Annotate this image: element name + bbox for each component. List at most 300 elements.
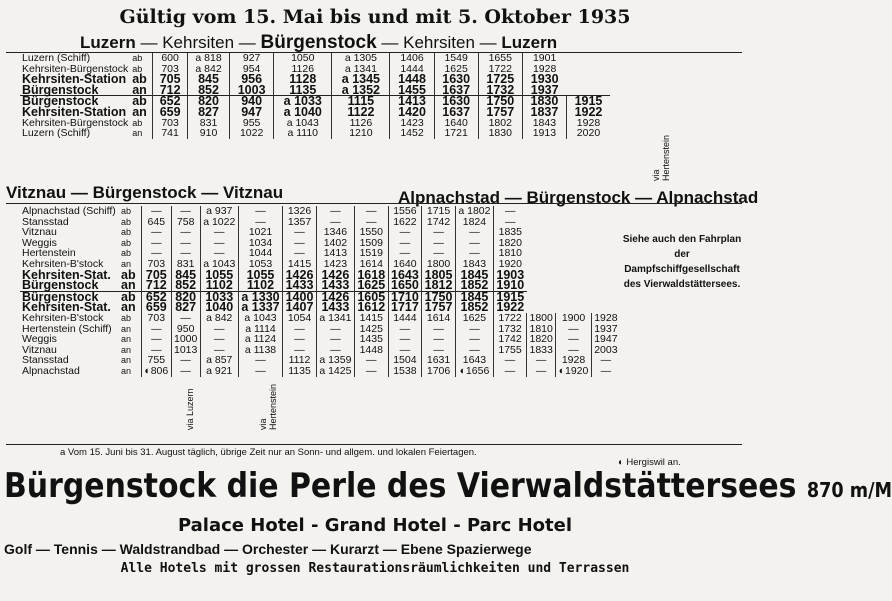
- validity-heading: Gültig vom 15. Mai bis und mit 5. Oktober 1935: [119, 6, 631, 28]
- time-cell: a 1341: [332, 64, 390, 75]
- hotel-name: Grand Hotel: [324, 515, 447, 536]
- time-cell: 1631: [422, 355, 456, 366]
- time-cell: 927: [230, 53, 274, 64]
- time-cell: 955: [230, 118, 274, 129]
- route-vitznau-heading: Vitznau — Bürgenstock — Vitznau: [6, 183, 284, 202]
- time-cell: 1800: [527, 313, 556, 324]
- time-cell: 1413: [390, 96, 434, 107]
- time-cell: 1845: [455, 291, 493, 302]
- time-cell: a 842: [188, 64, 230, 75]
- time-cell: 1448: [390, 74, 434, 85]
- time-cell: 1112: [283, 355, 317, 366]
- timetable-row: [20, 238, 620, 249]
- time-cell: 1630: [434, 96, 478, 107]
- time-cell: 820: [171, 291, 200, 302]
- time-cell: a 1022: [200, 217, 238, 228]
- time-cell: 1538: [388, 366, 422, 377]
- time-cell: a 1425: [316, 366, 354, 377]
- time-cell: 2020: [566, 128, 610, 139]
- direction: ab: [132, 53, 143, 63]
- rule: [6, 444, 742, 445]
- time-cell: 1054: [283, 313, 317, 324]
- time-cell: 1937: [522, 85, 566, 96]
- time-cell: 1444: [390, 64, 434, 75]
- time-cell: 1346: [316, 227, 354, 238]
- timetable-row: [20, 217, 620, 228]
- time-cell: a 1352: [332, 85, 390, 96]
- time-cell: 1717: [388, 302, 422, 313]
- time-cell: 1044: [238, 248, 282, 259]
- time-cell: a 1341: [316, 313, 354, 324]
- time-cell: 1722: [478, 64, 522, 75]
- time-cell: 1810: [493, 248, 526, 259]
- station-name: Kehrsiten-Stat.: [22, 267, 111, 282]
- time-cell: —: [527, 366, 556, 377]
- direction: ab: [121, 312, 132, 323]
- time-cell: 845: [188, 74, 230, 85]
- time-cell: 1928: [556, 355, 592, 366]
- time-cell: 1128: [274, 74, 332, 85]
- time-cell: 600: [153, 53, 188, 64]
- time-cell: 712: [142, 280, 172, 291]
- time-cell: 1455: [390, 85, 434, 96]
- time-cell: 1757: [422, 302, 456, 313]
- time-cell: 1812: [422, 280, 456, 291]
- time-cell: 1357: [283, 217, 317, 228]
- activity: Orchester: [242, 541, 309, 557]
- time-cell: —: [142, 227, 172, 238]
- time-cell: 1549: [434, 53, 478, 64]
- time-cell: —: [238, 206, 282, 217]
- time-cell: a 1337: [238, 302, 282, 313]
- time-cell: —: [283, 227, 317, 238]
- time-cell: 1407: [283, 302, 317, 313]
- time-cell: 1805: [422, 270, 456, 281]
- time-cell: 1519: [354, 248, 388, 259]
- time-cell: a 937: [200, 206, 238, 217]
- time-cell: 1423: [316, 259, 354, 270]
- station-name: Bürgenstock: [20, 96, 130, 107]
- time-cell: —: [316, 345, 354, 356]
- time-cell: —: [238, 217, 282, 228]
- time-cell: —: [316, 217, 354, 228]
- alle-hotels-line: Alle Hotels mit grossen Restaurationsräumlichkeiten und Terrassen: [120, 561, 630, 576]
- time-cell: 1612: [354, 302, 388, 313]
- time-cell: —: [354, 206, 388, 217]
- time-cell: 1742: [493, 334, 526, 345]
- timetable-row: [20, 366, 620, 377]
- time-cell: —: [455, 227, 493, 238]
- time-cell: 1837: [522, 107, 566, 118]
- time-cell: 947: [230, 107, 274, 118]
- time-cell: 1614: [422, 313, 456, 324]
- via-hertenstein-label: via Hertenstein: [651, 134, 671, 181]
- headline: [4, 466, 892, 506]
- station-name: Alpnachstad: [22, 364, 80, 377]
- time-cell: 1947: [591, 334, 620, 345]
- station-name: Hertenstein (Schiff): [22, 322, 112, 335]
- route-stop: Kehrsiten: [403, 33, 475, 52]
- station-name: Bürgenstock: [20, 291, 119, 302]
- time-cell: a 1043: [200, 259, 238, 270]
- timetable-row: [20, 280, 620, 291]
- timetable-row: [20, 107, 610, 118]
- time-cell: 1915: [566, 96, 610, 107]
- direction: an: [132, 82, 147, 97]
- time-cell: a 1802: [455, 206, 493, 217]
- time-cell: —: [171, 366, 200, 377]
- time-cell: 950: [171, 324, 200, 335]
- time-cell: 659: [153, 107, 188, 118]
- time-cell: —: [388, 334, 422, 345]
- time-cell: 1433: [316, 302, 354, 313]
- station-name: Kehrsiten-Stat.: [22, 300, 111, 315]
- time-cell: 1910: [493, 280, 526, 291]
- direction: an: [121, 300, 136, 315]
- time-cell: 1643: [388, 270, 422, 281]
- time-cell: —: [422, 334, 456, 345]
- time-cell: 1937: [591, 324, 620, 335]
- time-cell: 1426: [316, 291, 354, 302]
- station-name: Kehrsiten-Station: [22, 72, 127, 87]
- time-cell: 1040: [200, 302, 238, 313]
- time-cell: 1637: [434, 107, 478, 118]
- time-cell: 1643: [455, 355, 493, 366]
- route-alpnach-heading: Alpnachstad — Bürgenstock — Alpnachstad: [398, 188, 759, 207]
- time-cell: 1625: [434, 64, 478, 75]
- time-cell: 1425: [354, 324, 388, 335]
- time-cell: 1102: [200, 280, 238, 291]
- direction: ab: [121, 248, 132, 259]
- time-cell: 652: [142, 291, 172, 302]
- station-name: Kehrsiten-Bürgenstock: [22, 116, 129, 129]
- time-cell: 1750: [478, 96, 522, 107]
- time-cell: 1033: [200, 291, 238, 302]
- time-cell: 1122: [332, 107, 390, 118]
- time-cell: —: [200, 238, 238, 249]
- time-cell: —: [527, 355, 556, 366]
- time-cell: 652: [153, 96, 188, 107]
- time-cell: a 1043: [274, 118, 332, 129]
- time-cell: 1640: [434, 118, 478, 129]
- station-name: Weggis: [22, 236, 57, 249]
- info-box: Siehe auch den Fahrplan der Dampfschiffgesellschaft des Vierwaldstättersees.: [622, 234, 742, 290]
- time-cell: a 1124: [238, 334, 282, 345]
- time-cell: 1928: [591, 313, 620, 324]
- time-cell: 1915: [493, 291, 526, 302]
- time-cell: 1922: [493, 302, 526, 313]
- time-cell: 1835: [493, 227, 526, 238]
- time-cell: 712: [153, 85, 188, 96]
- time-cell: 1415: [354, 313, 388, 324]
- time-cell: —: [142, 334, 172, 345]
- time-cell: 1732: [493, 324, 526, 335]
- time-cell: 1050: [274, 53, 332, 64]
- direction: ab: [132, 117, 143, 128]
- time-cell: —: [455, 324, 493, 335]
- route-stop: Luzern: [501, 33, 558, 52]
- time-cell: 1000: [171, 334, 200, 345]
- time-cell: —: [316, 206, 354, 217]
- station-name: Stansstad: [22, 215, 69, 228]
- time-cell: 1810: [527, 324, 556, 335]
- time-cell: —: [455, 345, 493, 356]
- direction: an: [121, 278, 136, 293]
- time-cell: —: [556, 324, 592, 335]
- direction: an: [121, 258, 132, 269]
- time-cell: —: [238, 366, 282, 377]
- time-cell: 1448: [354, 345, 388, 356]
- time-cell: 758: [171, 217, 200, 228]
- altitude: 870 m/M: [806, 478, 892, 502]
- time-cell: ◐1656: [455, 366, 493, 377]
- route-stop: Luzern: [80, 33, 136, 52]
- hotel-name: Parc Hotel: [466, 515, 573, 536]
- time-cell: —: [171, 227, 200, 238]
- time-cell: 1435: [354, 334, 388, 345]
- time-cell: 1843: [455, 259, 493, 270]
- time-cell: 1722: [493, 313, 526, 324]
- time-cell: ◐1920: [556, 366, 592, 377]
- time-cell: 1706: [422, 366, 456, 377]
- station-name: Bürgenstock: [22, 278, 99, 293]
- time-cell: a 1040: [274, 107, 332, 118]
- station-name: Luzern (Schiff): [22, 52, 91, 64]
- station-name: Kehrsiten-Bürgenstock: [22, 62, 129, 75]
- activity: Ebene Spazierwege: [400, 541, 532, 557]
- timetable-row: [20, 313, 620, 324]
- station-name: Kehrsiten-B'stock: [22, 311, 104, 324]
- time-cell: 703: [153, 118, 188, 129]
- time-cell: —: [171, 238, 200, 249]
- time-cell: 1452: [390, 128, 434, 139]
- time-cell: —: [142, 324, 172, 335]
- time-cell: 1622: [388, 217, 422, 228]
- time-cell: —: [388, 345, 422, 356]
- time-cell: —: [354, 366, 388, 377]
- time-cell: 910: [188, 128, 230, 139]
- time-cell: 1402: [316, 238, 354, 249]
- time-cell: —: [316, 324, 354, 335]
- time-cell: 1715: [422, 206, 456, 217]
- direction: ab: [121, 227, 132, 238]
- station-name: Kehrsiten-Station: [22, 104, 127, 119]
- time-cell: —: [200, 248, 238, 259]
- time-cell: 956: [230, 74, 274, 85]
- time-cell: 703: [142, 313, 172, 324]
- time-cell: —: [388, 238, 422, 249]
- direction: an: [121, 334, 132, 345]
- route-stop: Kehrsiten: [162, 33, 235, 52]
- time-cell: 1420: [390, 107, 434, 118]
- time-cell: 1802: [478, 118, 522, 129]
- time-cell: 1920: [493, 259, 526, 270]
- time-cell: —: [316, 334, 354, 345]
- time-cell: —: [171, 206, 200, 217]
- time-cell: 1725: [478, 74, 522, 85]
- timetable-row: [20, 270, 620, 281]
- time-cell: 1504: [388, 355, 422, 366]
- time-cell: 1618: [354, 270, 388, 281]
- time-cell: —: [200, 324, 238, 335]
- time-cell: 659: [142, 302, 172, 313]
- timetable-row: [20, 206, 620, 217]
- via-hertenstein-label-2: via Hertenstein: [258, 383, 278, 430]
- time-cell: 1928: [566, 118, 610, 129]
- time-cell: 703: [153, 64, 188, 75]
- time-cell: a 818: [188, 53, 230, 64]
- time-cell: 852: [171, 280, 200, 291]
- time-cell: 1833: [527, 345, 556, 356]
- time-cell: —: [283, 248, 317, 259]
- time-cell: —: [142, 238, 172, 249]
- time-cell: 1556: [388, 206, 422, 217]
- time-cell: a 921: [200, 366, 238, 377]
- time-cell: 1021: [238, 227, 282, 238]
- time-cell: —: [354, 217, 388, 228]
- time-cell: 1750: [422, 291, 456, 302]
- time-cell: 1614: [354, 259, 388, 270]
- time-cell: —: [556, 345, 592, 356]
- time-cell: 1013: [171, 345, 200, 356]
- time-cell: 827: [188, 107, 230, 118]
- time-cell: 1757: [478, 107, 522, 118]
- direction: ab: [132, 63, 143, 74]
- timetable-luzern: [20, 53, 610, 139]
- time-cell: 1126: [332, 118, 390, 129]
- time-cell: 1820: [493, 238, 526, 249]
- time-cell: —: [354, 355, 388, 366]
- time-cell: —: [422, 324, 456, 335]
- direction: ab: [121, 237, 132, 248]
- direction: an: [132, 128, 143, 139]
- time-cell: —: [455, 248, 493, 259]
- time-cell: 1022: [230, 128, 274, 139]
- time-cell: 703: [142, 259, 172, 270]
- time-cell: a 1345: [332, 74, 390, 85]
- activity: Golf: [4, 541, 32, 557]
- time-cell: —: [200, 345, 238, 356]
- time-cell: —: [388, 227, 422, 238]
- station-name: Alpnachstad (Schiff): [22, 205, 116, 217]
- time-cell: —: [591, 355, 620, 366]
- timetable-row: [20, 128, 610, 139]
- time-cell: 1930: [522, 74, 566, 85]
- time-cell: 1055: [238, 270, 282, 281]
- time-cell: —: [493, 206, 526, 217]
- time-cell: —: [283, 334, 317, 345]
- direction: an: [121, 365, 132, 376]
- time-cell: 1034: [238, 238, 282, 249]
- time-cell: 1721: [434, 128, 478, 139]
- time-cell: 1400: [283, 291, 317, 302]
- headline-text: Bürgenstock die Perle des Vierwaldstättersees: [4, 466, 797, 506]
- time-cell: 820: [188, 96, 230, 107]
- time-cell: a 1110: [274, 128, 332, 139]
- time-cell: 705: [142, 270, 172, 281]
- timetable-row: [20, 53, 610, 64]
- footnote-hergiswil: ◐ Hergiswil an.: [618, 457, 681, 468]
- time-cell: 1210: [332, 128, 390, 139]
- time-cell: 1928: [522, 64, 566, 75]
- time-cell: 852: [188, 85, 230, 96]
- time-cell: a 1043: [238, 313, 282, 324]
- rule: [6, 203, 742, 204]
- time-cell: a 1305: [332, 53, 390, 64]
- station-name: Stansstad: [22, 354, 69, 367]
- time-cell: 645: [142, 217, 172, 228]
- time-cell: —: [422, 227, 456, 238]
- time-cell: —: [388, 324, 422, 335]
- time-cell: —: [388, 248, 422, 259]
- station-name: Luzern (Schiff): [22, 127, 91, 140]
- time-cell: —: [238, 355, 282, 366]
- time-cell: 1126: [274, 64, 332, 75]
- time-cell: 1135: [283, 366, 317, 377]
- time-cell: —: [142, 248, 172, 259]
- time-cell: 1843: [522, 118, 566, 129]
- direction: ab: [119, 291, 142, 302]
- time-cell: 1135: [274, 85, 332, 96]
- time-cell: 1900: [556, 313, 592, 324]
- hotel-name: Palace Hotel: [177, 515, 305, 536]
- time-cell: 2003: [591, 345, 620, 356]
- time-cell: 1415: [283, 259, 317, 270]
- time-cell: 1550: [354, 227, 388, 238]
- time-cell: —: [493, 366, 526, 377]
- time-cell: 1901: [522, 53, 566, 64]
- time-cell: 1433: [316, 280, 354, 291]
- time-cell: 1637: [434, 85, 478, 96]
- time-cell: —: [283, 238, 317, 249]
- time-cell: 1655: [478, 53, 522, 64]
- time-cell: a 1114: [238, 324, 282, 335]
- time-cell: —: [283, 345, 317, 356]
- time-cell: 1413: [316, 248, 354, 259]
- direction: ab: [132, 72, 147, 87]
- time-cell: —: [493, 355, 526, 366]
- route-stop: Bürgenstock: [260, 32, 377, 53]
- time-cell: 1115: [332, 96, 390, 107]
- time-cell: 1824: [455, 217, 493, 228]
- time-cell: 1852: [455, 302, 493, 313]
- time-cell: —: [422, 238, 456, 249]
- time-cell: 1426: [283, 270, 317, 281]
- time-cell: —: [493, 217, 526, 228]
- time-cell: —: [142, 345, 172, 356]
- time-cell: 1444: [388, 313, 422, 324]
- time-cell: 1625: [455, 313, 493, 324]
- time-cell: 1913: [522, 128, 566, 139]
- time-cell: 1053: [238, 259, 282, 270]
- station-name: Weggis: [22, 333, 57, 346]
- timetable-vitznau-alpnach: [20, 206, 620, 377]
- station-name: Bürgenstock: [22, 82, 99, 97]
- time-cell: 1102: [238, 280, 282, 291]
- time-cell: —: [556, 334, 592, 345]
- time-cell: ◐806: [142, 366, 172, 377]
- activity: Waldstrandbad: [119, 541, 221, 557]
- activities-line: Golf — Tennis — Waldstrandbad — Orchester — Kurarzt — Ebene Spazierwege: [4, 541, 532, 557]
- time-cell: 1755: [493, 345, 526, 356]
- time-cell: 954: [230, 64, 274, 75]
- time-cell: —: [171, 355, 200, 366]
- station-name: Vitznau: [22, 343, 57, 356]
- time-cell: —: [455, 238, 493, 249]
- time-cell: 831: [188, 118, 230, 129]
- direction: ab: [130, 96, 153, 107]
- direction: an: [121, 344, 132, 355]
